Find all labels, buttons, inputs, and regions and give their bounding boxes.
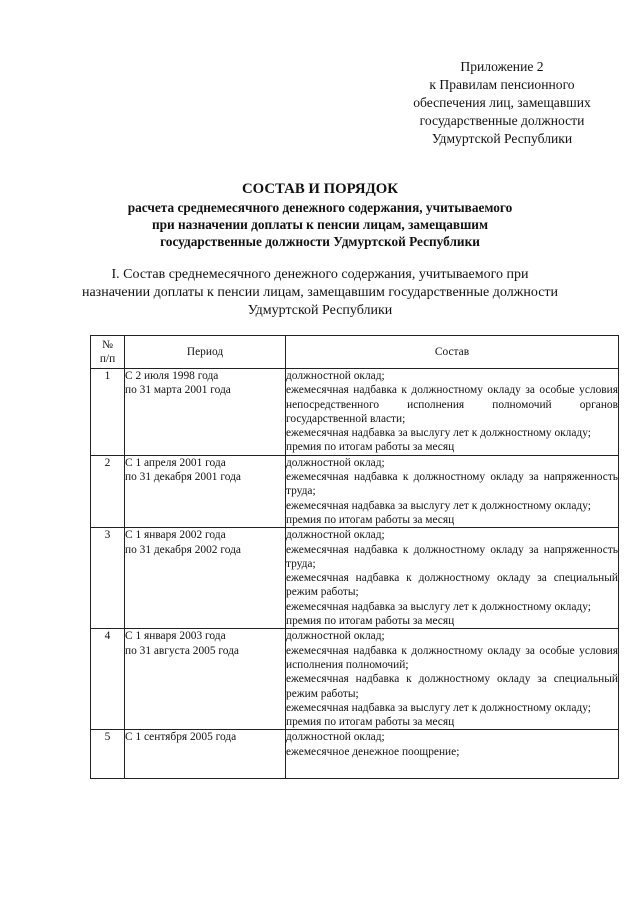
header-number-line1: №: [102, 338, 113, 351]
appendix-header: [392, 58, 612, 148]
row-composition: [286, 455, 619, 527]
row-period: [125, 629, 286, 730]
period-line: по 31 декабря 2001 года: [125, 471, 241, 484]
composition-item: должностной оклад;: [286, 529, 385, 542]
period-line: по 31 декабря 2002 года: [125, 543, 241, 556]
appendix-line: к Правилам пенсионного: [429, 77, 575, 92]
composition-item: ежемесячная надбавка к должностному окладу за специальный режим работы;: [286, 673, 618, 700]
appendix-line: государственные должности: [419, 113, 585, 128]
section-line: I. Состав среднемесячного денежного содержания, учитываемого при: [111, 267, 529, 282]
appendix-line: обеспечения лиц, замещавших: [413, 95, 591, 110]
composition-item: должностной оклад;: [286, 370, 385, 382]
composition-item: должностной оклад;: [286, 630, 385, 643]
row-composition: [286, 369, 619, 456]
header-period: Период: [125, 336, 286, 369]
row-composition: [286, 629, 619, 730]
row-composition: [286, 528, 619, 629]
row-number: 5: [91, 730, 125, 779]
table-row: [91, 528, 619, 629]
period-line: по 31 августа 2005 года: [125, 644, 239, 657]
composition-item: ежемесячная надбавка к должностному окладу за напряженность труда;: [286, 543, 618, 570]
row-number: 2: [91, 455, 125, 527]
title-line: государственные должности Удмуртской Республики: [160, 234, 480, 249]
period-line: С 1 января 2002 года: [125, 529, 226, 542]
appendix-line: Приложение 2: [460, 59, 544, 74]
cell-continuation: [286, 759, 618, 778]
composition-item: премия по итогам работы за месяц: [286, 615, 455, 628]
composition-item: должностной оклад;: [286, 731, 385, 744]
row-number: 1: [91, 369, 125, 456]
title-main: СОСТАВ И ПОРЯДОК: [241, 181, 399, 197]
period-line: С 1 января 2003 года: [125, 630, 226, 643]
composition-item: ежемесячное денежное поощрение;: [286, 745, 460, 758]
period-line: С 2 июля 1998 года: [125, 370, 219, 382]
composition-item: ежемесячная надбавка за выслугу лет к должностному окладу;: [286, 701, 591, 714]
row-composition: [286, 730, 619, 779]
header-composition: Состав: [286, 336, 619, 369]
row-period: [125, 369, 286, 456]
composition-item: премия по итогам работы за месяц: [286, 513, 455, 526]
composition-item: ежемесячная надбавка за выслугу лет к должностному окладу;: [286, 499, 591, 512]
section-line: назначении доплаты к пенсии лицам, замещавшим государственные должности: [81, 285, 559, 300]
appendix-line: Удмуртской Республики: [431, 131, 573, 146]
row-period: [125, 528, 286, 629]
period-line: по 31 марта 2001 года: [125, 384, 231, 397]
period-line: С 1 апреля 2001 года: [125, 456, 226, 469]
table-row: [91, 455, 619, 527]
row-period: [125, 730, 286, 779]
period-line: С 1 сентября 2005 года: [125, 731, 237, 744]
section-line: Удмуртской Республики: [247, 303, 393, 318]
row-number: 3: [91, 528, 125, 629]
table-row: [91, 730, 619, 779]
table-header-row: [91, 336, 619, 369]
table-row: [91, 629, 619, 730]
composition-item: премия по итогам работы за месяц: [286, 716, 455, 729]
table-row: [91, 369, 619, 456]
document-title: [100, 180, 540, 250]
header-number-line2: п/п: [99, 353, 116, 365]
composition-item: ежемесячная надбавка за выслугу лет к должностному окладу;: [286, 427, 591, 440]
row-number: 4: [91, 629, 125, 730]
composition-item: премия по итогам работы за месяц: [286, 441, 455, 454]
composition-item: ежемесячная надбавка к должностному окладу за особые условия исполнения полномочий;: [286, 644, 618, 671]
row-period: [125, 455, 286, 527]
composition-item: должностной оклад;: [286, 456, 385, 469]
composition-item: ежемесячная надбавка к должностному окладу за напряженность труда;: [286, 471, 618, 498]
composition-item: ежемесячная надбавка за выслугу лет к должностному окладу;: [286, 600, 591, 613]
header-number: [91, 336, 125, 369]
title-line: при назначении доплаты к пенсии лицам, замещавшим: [151, 217, 489, 232]
section-heading: [80, 266, 560, 320]
composition-item: ежемесячная надбавка к должностному окладу за особые условия непосредственного исполнения полномочий органов государственной власти;: [286, 384, 618, 425]
composition-table: [90, 335, 619, 779]
title-line: расчета среднемесячного денежного содержания, учитываемого: [127, 200, 513, 215]
composition-item: ежемесячная надбавка к должностному окладу за специальный режим работы;: [286, 572, 618, 599]
